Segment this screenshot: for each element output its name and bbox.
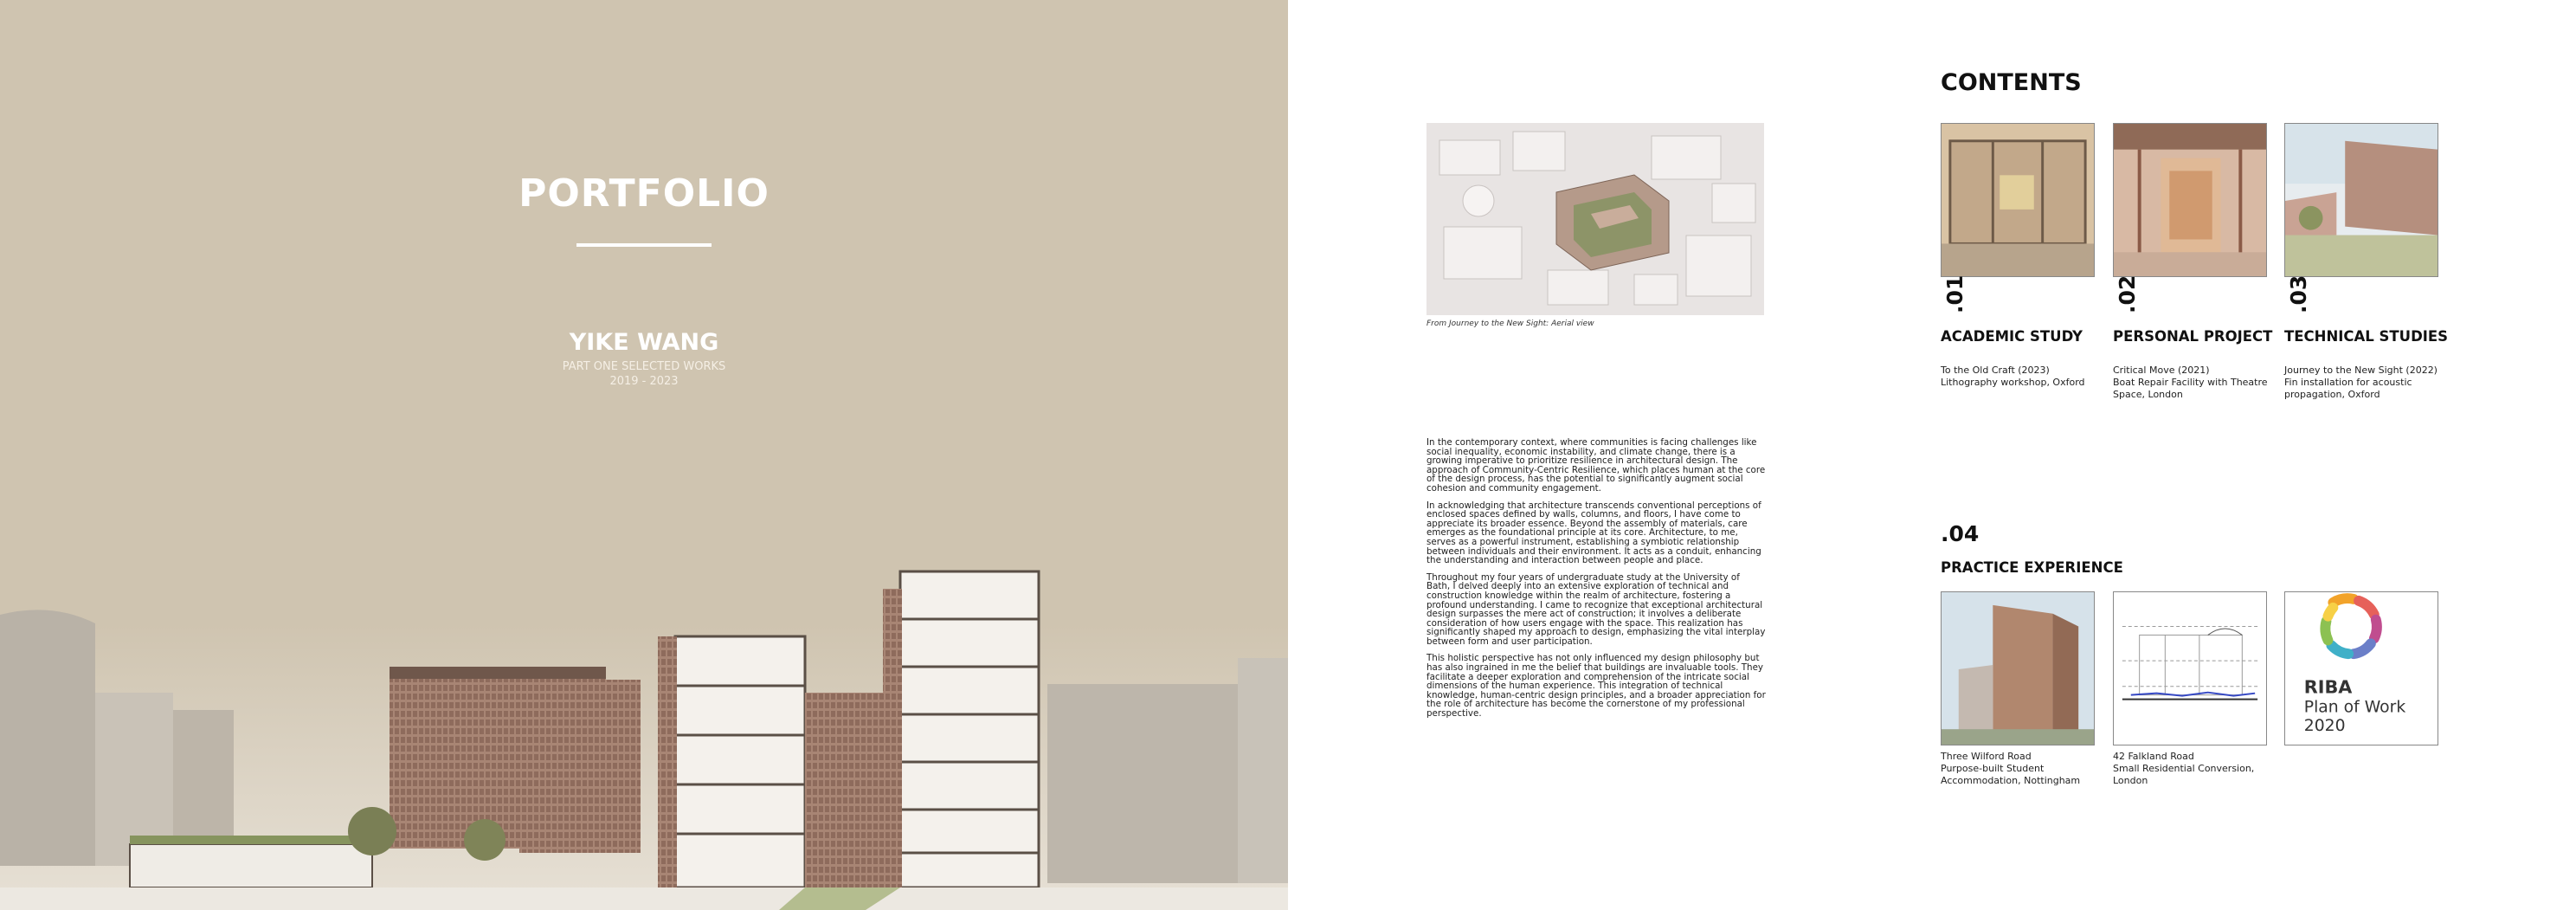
- section-number: .04: [1941, 521, 1980, 546]
- description-line: Fin installation for acoustic: [2284, 377, 2412, 388]
- section-title[interactable]: PRACTICE EXPERIENCE: [1941, 559, 2123, 576]
- description-line: Critical Move (2021): [2113, 365, 2210, 376]
- description-line: Journey to the New Sight (2022): [2284, 365, 2438, 376]
- description-line: London: [2113, 775, 2148, 786]
- academic-study-thumbnail[interactable]: [1941, 123, 2095, 277]
- section-title[interactable]: ACADEMIC STUDY: [1941, 328, 2083, 345]
- description-line: Lithography workshop, Oxford: [1941, 377, 2085, 388]
- description-line: Space, London: [2113, 389, 2183, 400]
- practice-description: [2113, 751, 2273, 787]
- building-section-illustration: [0, 554, 1288, 910]
- title-divider: [576, 243, 712, 247]
- section-title[interactable]: PERSONAL PROJECT: [2113, 328, 2273, 345]
- description-line: Boat Repair Facility with Theatre: [2113, 377, 2268, 388]
- intro-essay: [1426, 438, 1766, 726]
- section-number: .01: [1942, 274, 1967, 313]
- essay-paragraph: Throughout my four years of undergraduate study at the University of Bath, I delved deeply into an extensive exploration of technical and construction knowledge within the realm of architecture, fostering a profound understanding. I came to recognize that exceptional architectural design surpasses the mere act of construction; it involves a deliberate consideration of how users engage with the space. This realization has significantly shaped my approach to design, emphasizing the vital interplay between form and user participation.: [1426, 571, 1766, 647]
- technical-studies-thumbnail[interactable]: [2284, 123, 2438, 277]
- section-description: [2113, 365, 2273, 401]
- essay-paragraph: This holistic perspective has not only influenced my design philosophy but has also ingrained in me the belief that buildings are invaluable tools. They facilitate a deeper exploration and comprehension of the intricate social dimensions of the human experience. This integration of technical knowledge, human-centric design principles, and a broader appreciation for the role of architecture has become the cornerstone of my professional perspective.: [1426, 653, 1766, 720]
- practice-description: [1941, 751, 2096, 787]
- aerial-view-image: [1426, 123, 1764, 315]
- falkland-road-drawing-thumbnail[interactable]: [2113, 591, 2267, 745]
- cover-years: 2019 - 2023: [609, 375, 679, 388]
- riba-plan-of-work-logo[interactable]: [2284, 591, 2438, 745]
- author-name: YIKE WANG: [569, 329, 719, 356]
- three-wilford-road-thumbnail[interactable]: [1941, 591, 2095, 745]
- personal-project-thumbnail[interactable]: [2113, 123, 2267, 277]
- aerial-caption: From Journey to the New Sight: Aerial view: [1426, 319, 1594, 328]
- description-line: Purpose-built Student: [1941, 763, 2045, 774]
- description-line: propagation, Oxford: [2284, 389, 2380, 400]
- section-number: .03: [2286, 274, 2311, 313]
- section-description: [2284, 365, 2449, 401]
- essay-paragraph: In the contemporary context, where communities is facing challenges like social inequality, economic instability, and climate change, there is a growing imperative to prioritize resilience in architectural design. The approach of Community-Centric Resilience, which places human at the core of the design process, has the potential to significantly augment social cohesion and community engagement.: [1426, 437, 1766, 494]
- contents-page: [1288, 0, 2576, 910]
- section-description: [1941, 365, 2096, 389]
- description-line: Accommodation, Nottingham: [1941, 775, 2081, 786]
- logo-text-riba: RIBA: [2303, 676, 2353, 698]
- description-line: 42 Falkland Road: [2113, 751, 2194, 762]
- logo-text-plan: Plan of Work: [2303, 698, 2406, 717]
- portfolio-title: PORTFOLIO: [518, 171, 770, 216]
- description-line: Three Wilford Road: [1941, 751, 2032, 762]
- essay-paragraph: In acknowledging that architecture transcends conventional perceptions of enclosed spaces defined by walls, columns, and floors, I have come to appreciate its broader essence. Beyond the assembly of materials, care emerges as the foundational principle at its core. Architecture, to me, serves as a powerful instrument, establishing a symbiotic relationship between individuals and their environment. It acts as a conduit, enhancing the understanding and interaction between people and place.: [1426, 500, 1761, 566]
- section-title[interactable]: TECHNICAL STUDIES: [2284, 328, 2449, 345]
- cover-subtitle: PART ONE SELECTED WORKS: [562, 360, 726, 373]
- section-number: .02: [2115, 274, 2140, 313]
- description-line: Small Residential Conversion,: [2113, 763, 2255, 774]
- description-line: To the Old Craft (2023): [1941, 365, 2050, 376]
- logo-text-year: 2020: [2303, 717, 2346, 736]
- contents-heading: CONTENTS: [1941, 69, 2082, 96]
